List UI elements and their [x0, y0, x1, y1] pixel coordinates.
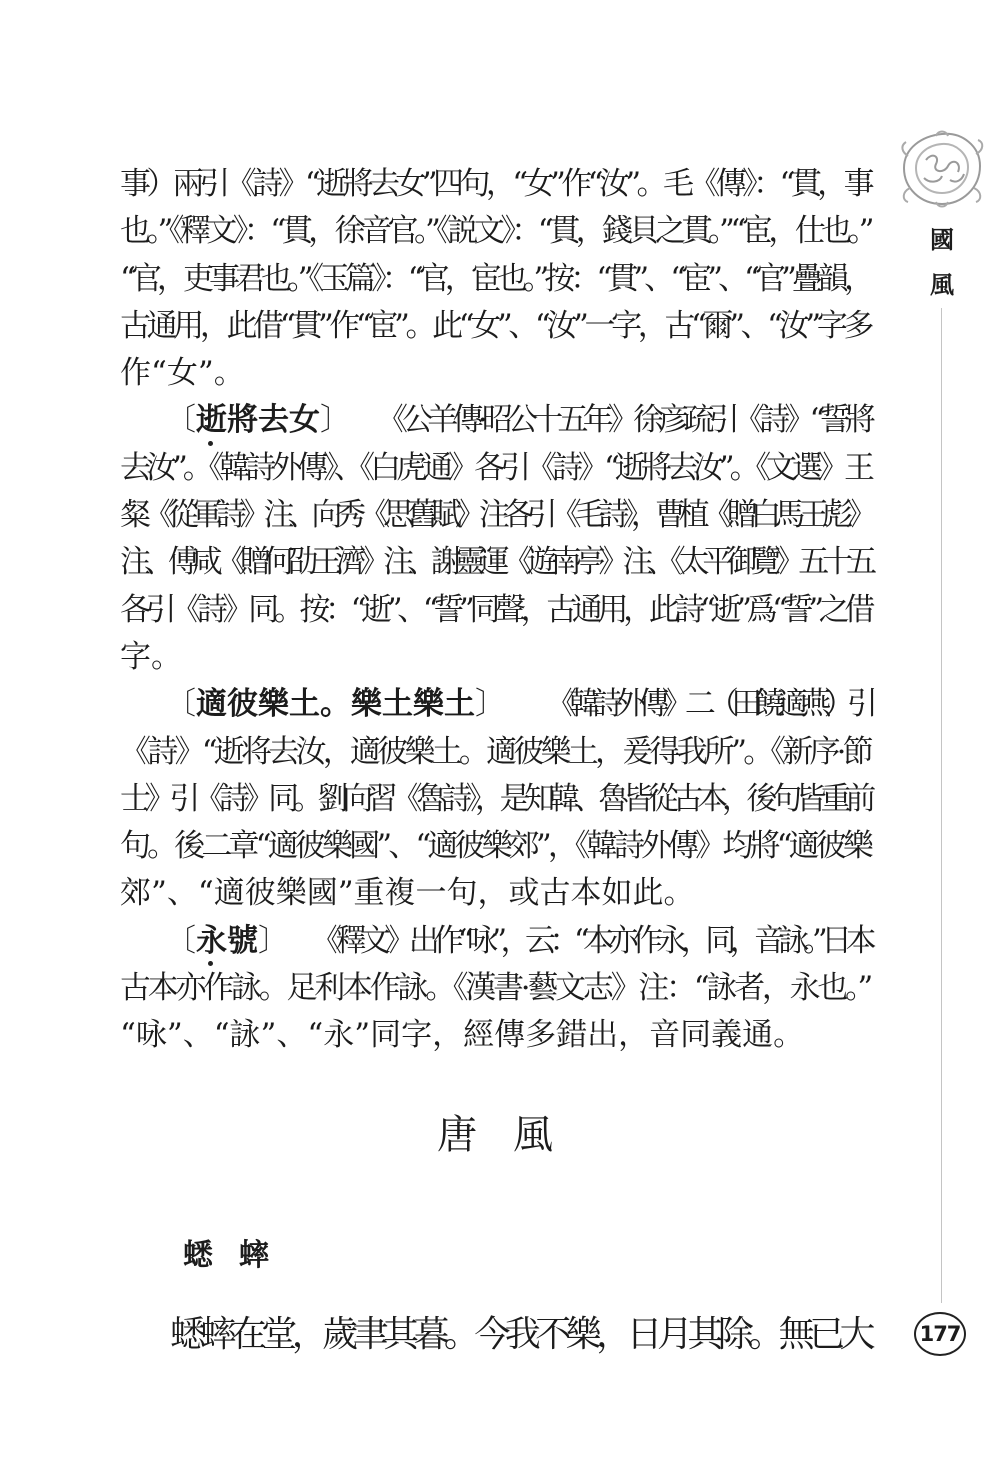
text-line [120, 539, 870, 586]
note-term-text: 逝將去女 [196, 397, 320, 444]
side-tab-char: 國 [930, 225, 954, 254]
side-divider [941, 308, 942, 1303]
text-line [120, 208, 870, 255]
poem-title: 蟋蟀 [183, 1238, 295, 1273]
text-line [120, 492, 870, 539]
text-line [120, 350, 870, 397]
note-term-text: 適彼樂土。樂土樂土 [196, 686, 475, 723]
bracket-close: 〕 [258, 922, 289, 959]
section-heading: 唐風 [437, 1112, 589, 1158]
note-term-text: 永號 [196, 918, 258, 965]
text-line-content: “咏”、“詠”、“永”同字，經傳多錯出，音同義通。 [120, 1017, 805, 1054]
text-line-content: 士》引《詩》同。劉向習《魯詩》，是知韓、魯皆從古本，後句皆重前 [120, 780, 870, 817]
text-line [120, 303, 870, 350]
text-line [120, 776, 870, 823]
page-number: 177 [914, 1312, 966, 1356]
text-line [120, 445, 870, 492]
text-line-content: 注、傅咸《贈何劭王濟》注、謝靈運《遊南亭》注、《太平御覽》五十五 [120, 544, 870, 581]
note-first-line [546, 681, 870, 728]
text-line [120, 870, 870, 917]
note-term [165, 397, 351, 444]
text-line-content: 古本亦作詠。足利本作詠。《漢書·藝文志》注：“詠者，永也。” [120, 970, 870, 1007]
text-line [120, 587, 870, 634]
text-line [120, 634, 870, 681]
text-line [120, 256, 870, 303]
text-line-content: 粲《從軍詩》注、向秀《思舊賦》注各引《毛詩》，曹植《贈白馬王彪》 [120, 497, 870, 534]
text-line-content: 《韓詩外傳》二（田饒適燕）引 [546, 686, 870, 723]
text-line-content: “官，吏事君也。”《玉篇》：“官，宦也。”按：“貫”、“宦”、“官”疊韻， [120, 260, 870, 297]
text-line [120, 729, 870, 776]
text-line [120, 1012, 870, 1059]
note-heading-line [120, 681, 870, 728]
poem-line-content: 蟋蟀在堂，歲聿其暮。今我不樂，日月其除。無已大 [170, 1314, 870, 1355]
note-term [165, 918, 289, 965]
text-line-content: 事）兩引《詩》“逝將去女”四句，“女”作“汝”。毛《傳》：“貫，事 [120, 166, 870, 202]
note-first-line [311, 918, 870, 965]
text-line-content: 也。”《釋文》：“貫，徐音官。”《説文》：“貫，錢貝之貫。”“宦，仕也。” [120, 213, 870, 250]
text-line-content: 古通用，此借“貫”作“宦”。此“女”、“汝”一字，古“爾”、“汝”字多 [120, 307, 870, 344]
text-line-content: 去汝”。《韓詩外傳》、《白虎通》各引《詩》“逝將去汝”。《文選》王 [120, 449, 870, 486]
text-line-content: 《釋文》出作“咏”，云：“本亦作永，同，音詠。”日本 [311, 922, 870, 959]
bracket-open: 〔 [165, 922, 196, 959]
text-line [120, 965, 870, 1012]
poem-first-line [170, 1312, 870, 1358]
note-heading-line [120, 397, 870, 444]
text-line [120, 161, 870, 208]
commentary-text [120, 161, 870, 1060]
note-term [165, 681, 506, 728]
bracket-open: 〔 [165, 686, 196, 723]
decorative-emblem [896, 126, 988, 210]
text-line-content: 作“女”。 [120, 355, 245, 392]
note-heading-line [120, 918, 870, 965]
text-line-content: 《公羊傳·昭公十五年》徐彦疏引《詩》“誓將 [377, 402, 870, 439]
text-line [120, 823, 870, 870]
bracket-close: 〕 [475, 686, 506, 723]
note-first-line [377, 397, 870, 444]
bracket-open: 〔 [165, 402, 196, 439]
text-line-content: 《詩》“逝将去汝，適彼樂土。適彼樂土，爰得我所”。《新序·節 [120, 733, 870, 770]
text-line-content: 郊”、“適彼樂國”重複一句，或古本如此。 [120, 875, 695, 912]
text-line-content: 字。 [120, 638, 182, 675]
bracket-close: 〕 [320, 402, 351, 439]
text-line-content: 句。後二章“適彼樂國”、“適彼樂郊”，《韓詩外傳》均將“適彼樂 [120, 828, 870, 865]
text-line-content: 各引《詩》同。按：“逝”、“誓”同聲，古通用，此詩“逝”爲“誓”之借 [120, 591, 870, 628]
side-tab-char: 風 [930, 270, 954, 299]
